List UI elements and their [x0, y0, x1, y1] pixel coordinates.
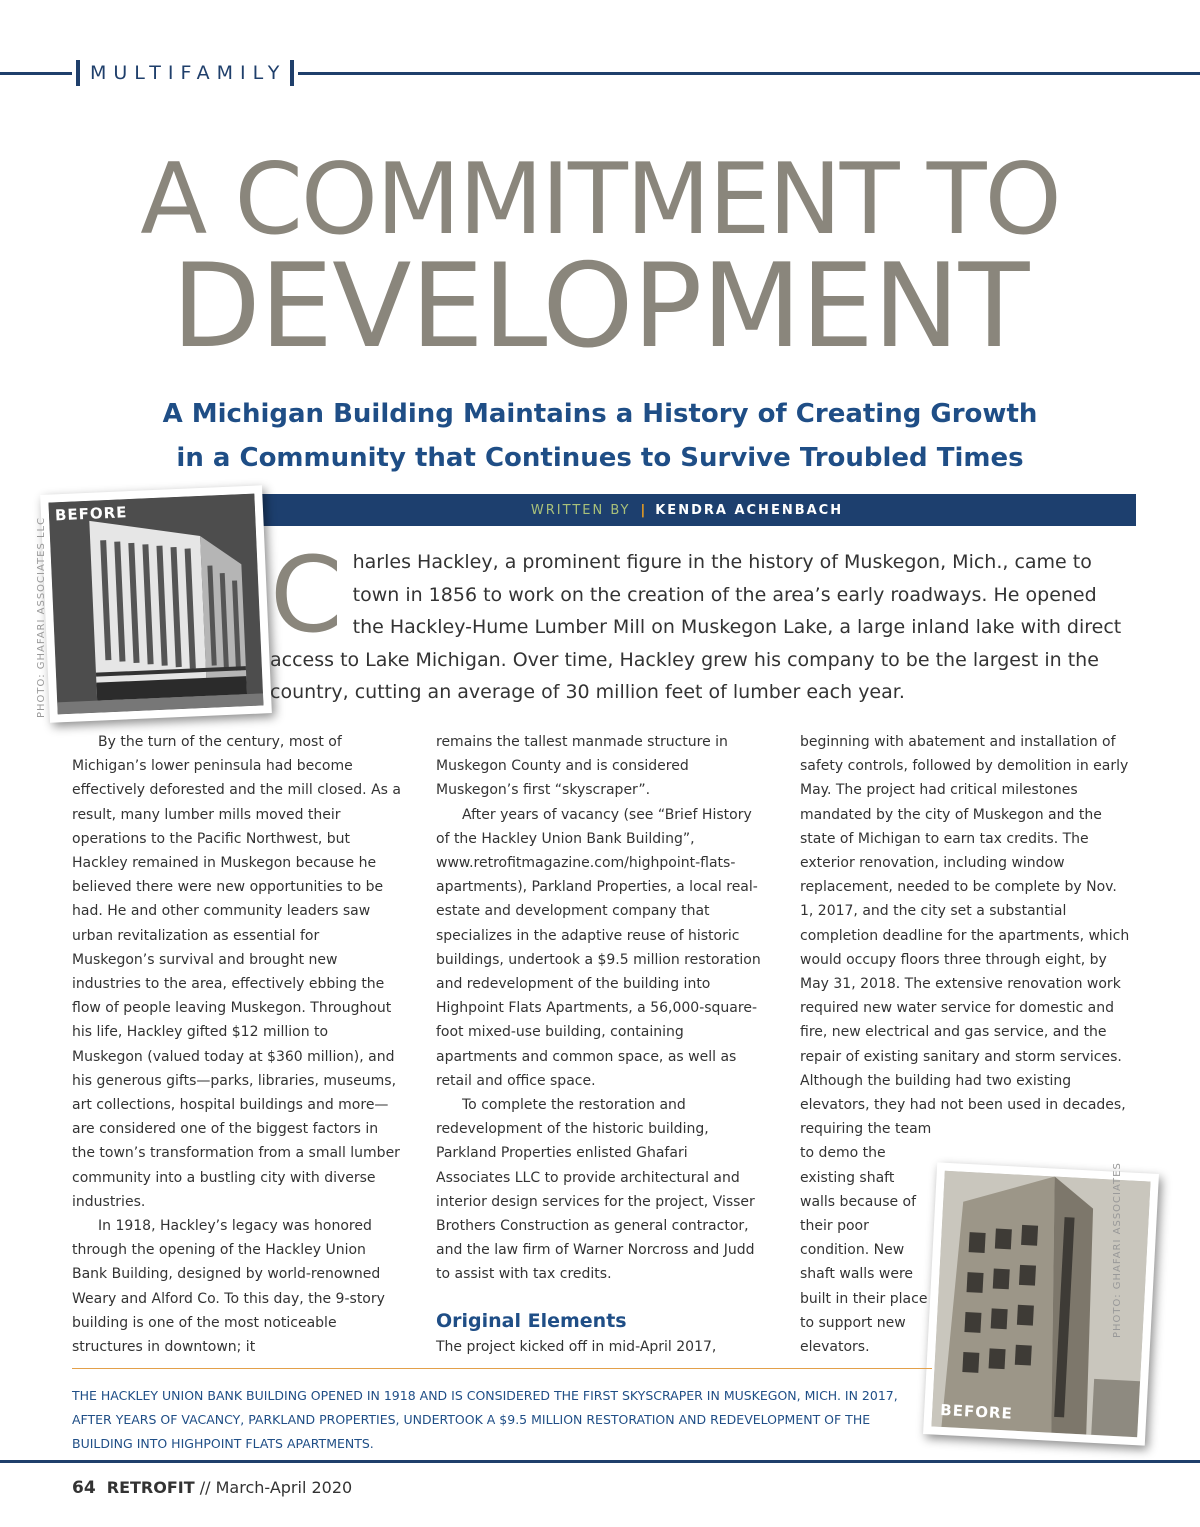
- written-by-label: WRITTEN BY: [530, 502, 631, 518]
- before-photo-tower: [923, 1162, 1159, 1445]
- body-column-2: [436, 730, 766, 1359]
- section-label-text: MULTIFAMILY: [90, 62, 287, 84]
- col3-paragraph-1b: to demo the existing shaft walls because of their poor condition. New shaft walls were built in their place to support new elevators.: [800, 1145, 928, 1356]
- before-photo-historic: [40, 485, 272, 722]
- col2-paragraph-3: To complete the restoration and redevelopment of the historic building, Parkland Properties enlisted Ghafari Associates LLC to provide architectural and interior design services for the project, Visser Brothers Construction as general contractor, and the law firm of Warner Norcross and Judd to assist with tax credits.: [436, 1097, 755, 1283]
- col1-paragraph-2: In 1918, Hackley’s legacy was honored through the opening of the Hackley Union Bank Building, designed by world-renowned Weary and Alford Co. To this day, the 9-story building is one of the most noticeable structures in downtown; it: [72, 1218, 385, 1356]
- before-tag-2: BEFORE: [939, 1400, 1014, 1423]
- col2-paragraph-4: The project kicked off in mid-April 2017,: [436, 1338, 717, 1355]
- drop-cap: C: [270, 534, 343, 656]
- byline-bar: [238, 494, 1136, 526]
- photo1-credit: PHOTO: GHAFARI ASSOCIATES LLC: [36, 516, 47, 718]
- subhead-line1: A Michigan Building Maintains a History of Creating Growth: [162, 399, 1038, 429]
- lead-text: harles Hackley, a prominent figure in the history of Muskegon, Mich., came to town in 1856 to work on the creation of the area’s early roadways. He opened the Hackley-Hume Lumber Mill on Muskegon Lake, a large inland lake with direct access to Lake Michigan. Over time, Hackley grew his company to be the largest in the country, cutting an average of 30 million feet of lumber each year.: [270, 551, 1122, 703]
- historic-building-drawing: [48, 494, 263, 715]
- page-footer: [72, 1478, 352, 1498]
- col2-paragraph-1: remains the tallest manmade structure in Muskegon County and is considered Muskegon’s first “skyscraper”.: [436, 734, 728, 799]
- subhead-line2: in a Community that Continues to Survive Troubled Times: [176, 443, 1024, 473]
- author-name: KENDRA ACHENBACH: [655, 502, 844, 518]
- col2-paragraph-2: After years of vacancy (see “Brief History of the Hackley Union Bank Building”, www.retrofitmagazine.com/highpoint-flats-apartments), Parkland Properties, a local real-estate and development company that specializes in the adaptive reuse of historic buildings, undertook a $9.5 million restoration and redevelopment of the building into Highpoint Flats Apartments, a 56,000-square-foot mixed-use building, containing apartments and common space, as well as retail and office space.: [436, 806, 761, 1089]
- body-column-1: [72, 730, 402, 1359]
- issue-date: // March-April 2020: [199, 1478, 353, 1497]
- byline-separator: |: [640, 502, 646, 518]
- lead-paragraph: [270, 534, 1130, 709]
- before-tag-1: BEFORE: [54, 503, 128, 525]
- section-heading-original-elements: Original Elements: [436, 1309, 627, 1332]
- headline-line1: A COMMITMENT TO: [140, 143, 1060, 257]
- subhead: [0, 392, 1200, 480]
- photo-caption: THE HACKLEY UNION BANK BUILDING OPENED IN 1918 AND IS CONSIDERED THE FIRST SKYSCRAPER IN MUSKEGON, MICH. IN 2017, AFTER YEARS OF VACANCY, PARKLAND PROPERTIES, UNDERTOOK A $9.5 MILLION RESTORATION AND REDEVELOPMENT OF THE BUILDING INTO HIGHPOINT FLATS APARTMENTS.: [72, 1388, 898, 1451]
- page-number: 64: [72, 1478, 96, 1498]
- footer-rule: [0, 1460, 1200, 1463]
- magazine-name: RETROFIT: [106, 1478, 195, 1497]
- section-bar-right: [290, 60, 294, 86]
- section-label: [72, 58, 298, 88]
- caption-rule: [72, 1368, 932, 1369]
- headline-line2: DEVELOPMENT: [171, 239, 1029, 374]
- photo2-credit: PHOTO: GHAFARI ASSOCIATES: [1112, 1162, 1123, 1338]
- col3-paragraph-1: beginning with abatement and installation of safety controls, followed by demolition in early May. The project had critical milestones mandated by the city of Muskegon and the state of Michigan to earn tax credits. The exterior renovation, including window replacement, needed to be complete by Nov. 1, 2017, and the city set a substantial completion deadline for the apartments, which would occupy floors three through eight, by May 31, 2018. The extensive renovation work required new water service for domestic and fire, new electrical and gas service, and the repair of existing sanitary and storm services. Although the building had two existing elevators, they had not been used in decades, requiring the team: [800, 734, 1130, 1138]
- col1-paragraph-1: By the turn of the century, most of Michigan’s lower peninsula had become effectively deforested and the mill closed. As a result, many lumber mills moved their operations to the Pacific Northwest, but Hackley remained in Muskegon because he believed there were new opportunities to be had. He and other community leaders saw urban revitalization as essential for Muskegon’s survival and brought new industries to the area, effectively ebbing the flow of people leaving Muskegon. Throughout his life, Hackley gifted $12 million to Muskegon (valued today at $360 million), and his generous gifts—parks, libraries, museums, art collections, hospital buildings and more—are considered one of the biggest factors in the town’s transformation from a small lumber community into a bustling city with diverse industries.: [72, 734, 401, 1210]
- historic-building-image: [48, 494, 263, 715]
